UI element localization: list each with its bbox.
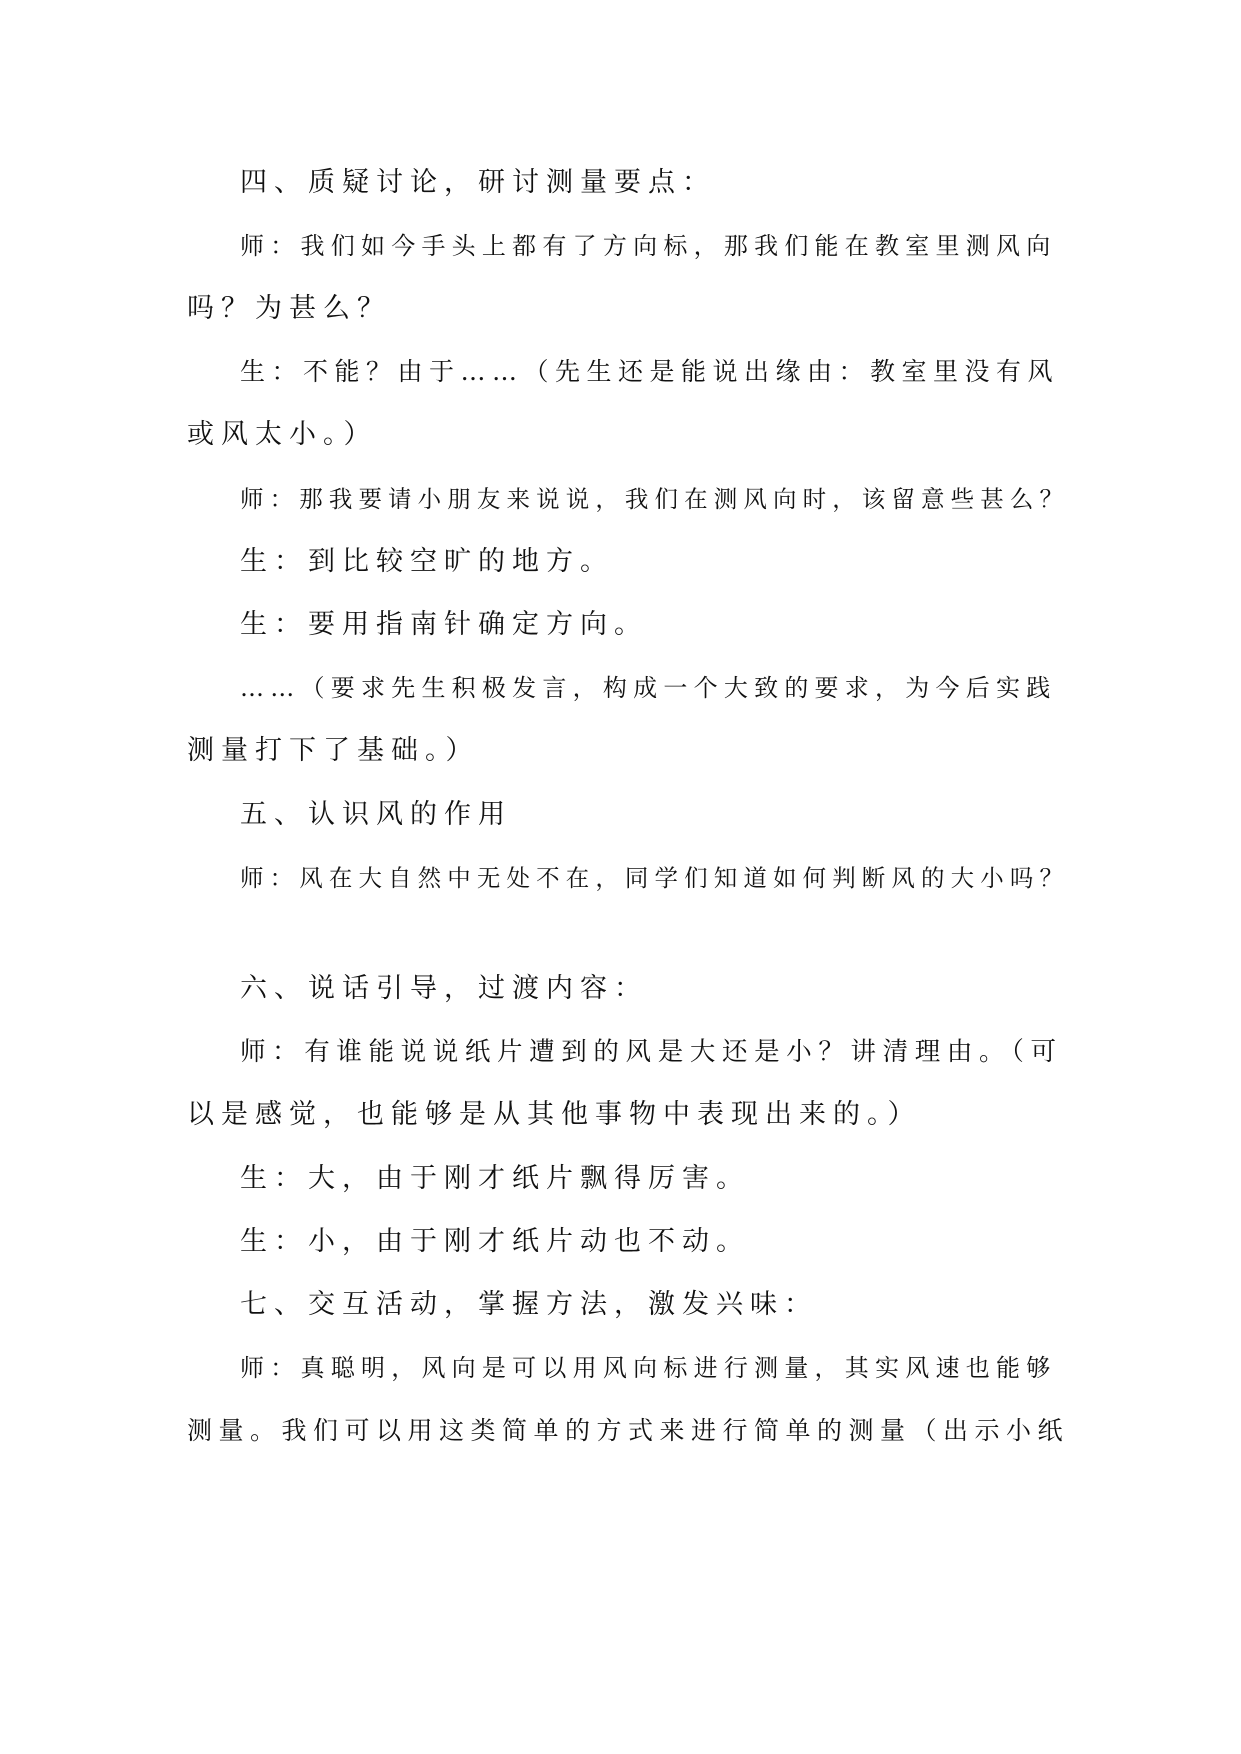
paragraph-line: 师：有谁能说说纸片遭到的风是大还是小？讲清理由。（可 bbox=[240, 1037, 1063, 1067]
paragraph-line: 生：到比较空旷的地方。 bbox=[240, 546, 614, 577]
paragraph-line: 测量打下了基础。） bbox=[187, 735, 480, 766]
section-heading-4: 四、质疑讨论，研讨测量要点： bbox=[240, 167, 716, 198]
section-heading-5: 五、认识风的作用 bbox=[240, 799, 512, 830]
paragraph-line: 或风太小。） bbox=[187, 419, 378, 450]
section-heading-6: 六、说话引导，过渡内容： bbox=[240, 973, 648, 1004]
paragraph-line: 生：不能？由于……（先生还是能说出缘由：教室里没有风 bbox=[240, 357, 1060, 386]
paragraph-line: 生：大，由于刚才纸片飘得厉害。 bbox=[240, 1163, 750, 1194]
paragraph-line: 吗？为甚么？ bbox=[187, 293, 391, 324]
paragraph-line: 师：我们如今手头上都有了方向标，那我们能在教室里测风向 bbox=[240, 232, 1057, 260]
paragraph-line: ……（要求先生积极发言，构成一个大致的要求，为今后实践 bbox=[240, 674, 1057, 702]
paragraph-line: 生：小，由于刚才纸片动也不动。 bbox=[240, 1226, 750, 1257]
paragraph-line: 师：那我要请小朋友来说说，我们在测风向时，该留意些甚么？ bbox=[240, 485, 1070, 513]
paragraph-line: 以是感觉，也能够是从其他事物中表现出来的。） bbox=[187, 1099, 922, 1130]
paragraph-line: 生：要用指南针确定方向。 bbox=[240, 609, 648, 640]
paragraph-line: 师：真聪明，风向是可以用风向标进行测量，其实风速也能够 bbox=[240, 1354, 1057, 1382]
paragraph-line: 师：风在大自然中无处不在，同学们知道如何判断风的大小吗？ bbox=[240, 864, 1070, 892]
section-heading-7: 七、交互活动，掌握方法，激发兴味： bbox=[240, 1289, 818, 1320]
paragraph-line: 测量。我们可以用这类简单的方式来进行简单的测量（出示小纸 bbox=[187, 1416, 1070, 1445]
